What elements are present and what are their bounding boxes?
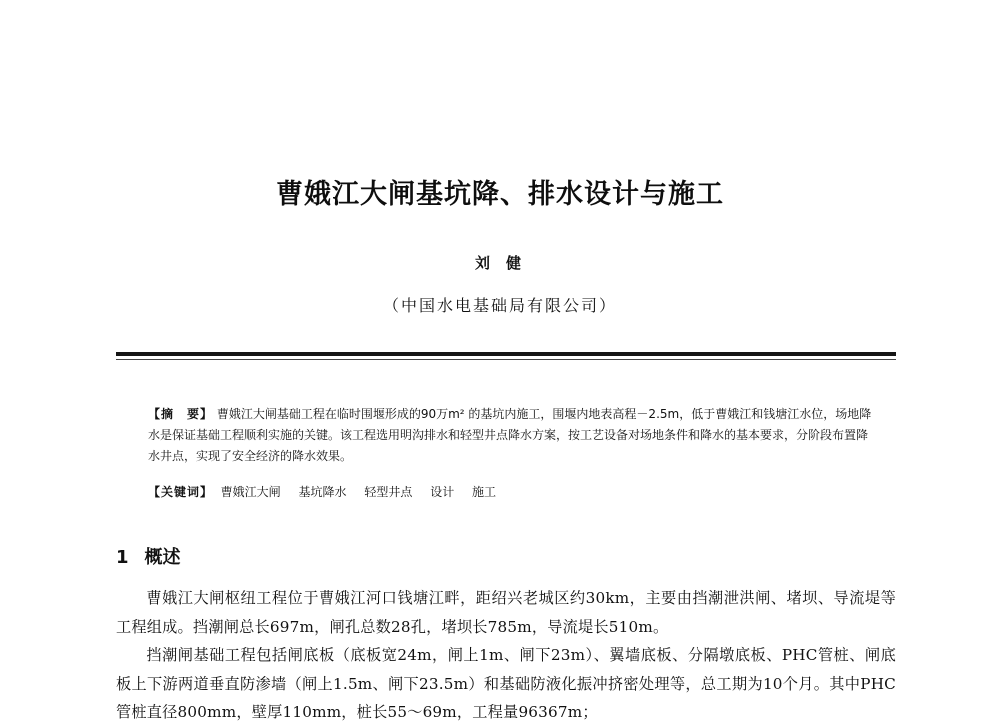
author-affiliation: （中国水电基础局有限公司） [382, 296, 617, 315]
keywords-label: 【关键词】 [148, 485, 214, 499]
section-title: 概述 [144, 547, 181, 568]
keyword-item: 施工 [472, 485, 497, 499]
keywords-block [148, 482, 878, 503]
keyword-item: 曹娥江大闸 [220, 485, 281, 499]
abstract-block [148, 404, 878, 467]
section-number: 1 [116, 547, 129, 568]
author-name: 刘健 [474, 254, 537, 272]
header-divider-thick [116, 352, 896, 356]
paper-title: 曹娥江大闸基坑降、排水设计与施工 [276, 179, 724, 210]
body-paragraph: 曹娥江大闸枢纽工程位于曹娥江河口钱塘江畔，距绍兴老城区约30km，主要由挡潮泄洪闸、堵坝、导流堤等工程组成。挡潮闸总长697m，闸孔总数28孔，堵坝长785m，导流堤长510m。 [116, 589, 896, 636]
section-body [116, 584, 896, 727]
keyword-item: 基坑降水 [298, 485, 347, 499]
section-heading [116, 543, 181, 569]
keyword-item: 轻型井点 [364, 485, 413, 499]
header-divider-thin [116, 359, 896, 360]
abstract-text: 曹娥江大闸基础工程在临时围堰形成的90万m² 的基坑内施工，围堰内地表高程－2.5m，低于曹娥江和钱塘江水位，场地降水是保证基础工程顺利实施的关键。该工程选用明沟排水和轻型井点降水方案，按工艺设备对场地条件和降水的基本要求，分阶段布置降水井点，实现了安全经济的降水效果。 [148, 407, 872, 463]
abstract-paragraph [148, 404, 878, 467]
keyword-item: 设计 [430, 485, 455, 499]
body-paragraph: 挡潮闸基础工程包括闸底板（底板宽24m，闸上1m、闸下23m）、翼墙底板、分隔墩底板、PHC管桩、闸底板上下游两道垂直防渗墙（闸上1.5m、闸下23.5m）和基础防液化振冲挤密处理等，总工期为10个月。其中PHC管桩直径800mm，壁厚110mm，桩长55～69m，工程量96367m； [116, 646, 896, 722]
abstract-label: 【摘 要】 [148, 407, 214, 421]
